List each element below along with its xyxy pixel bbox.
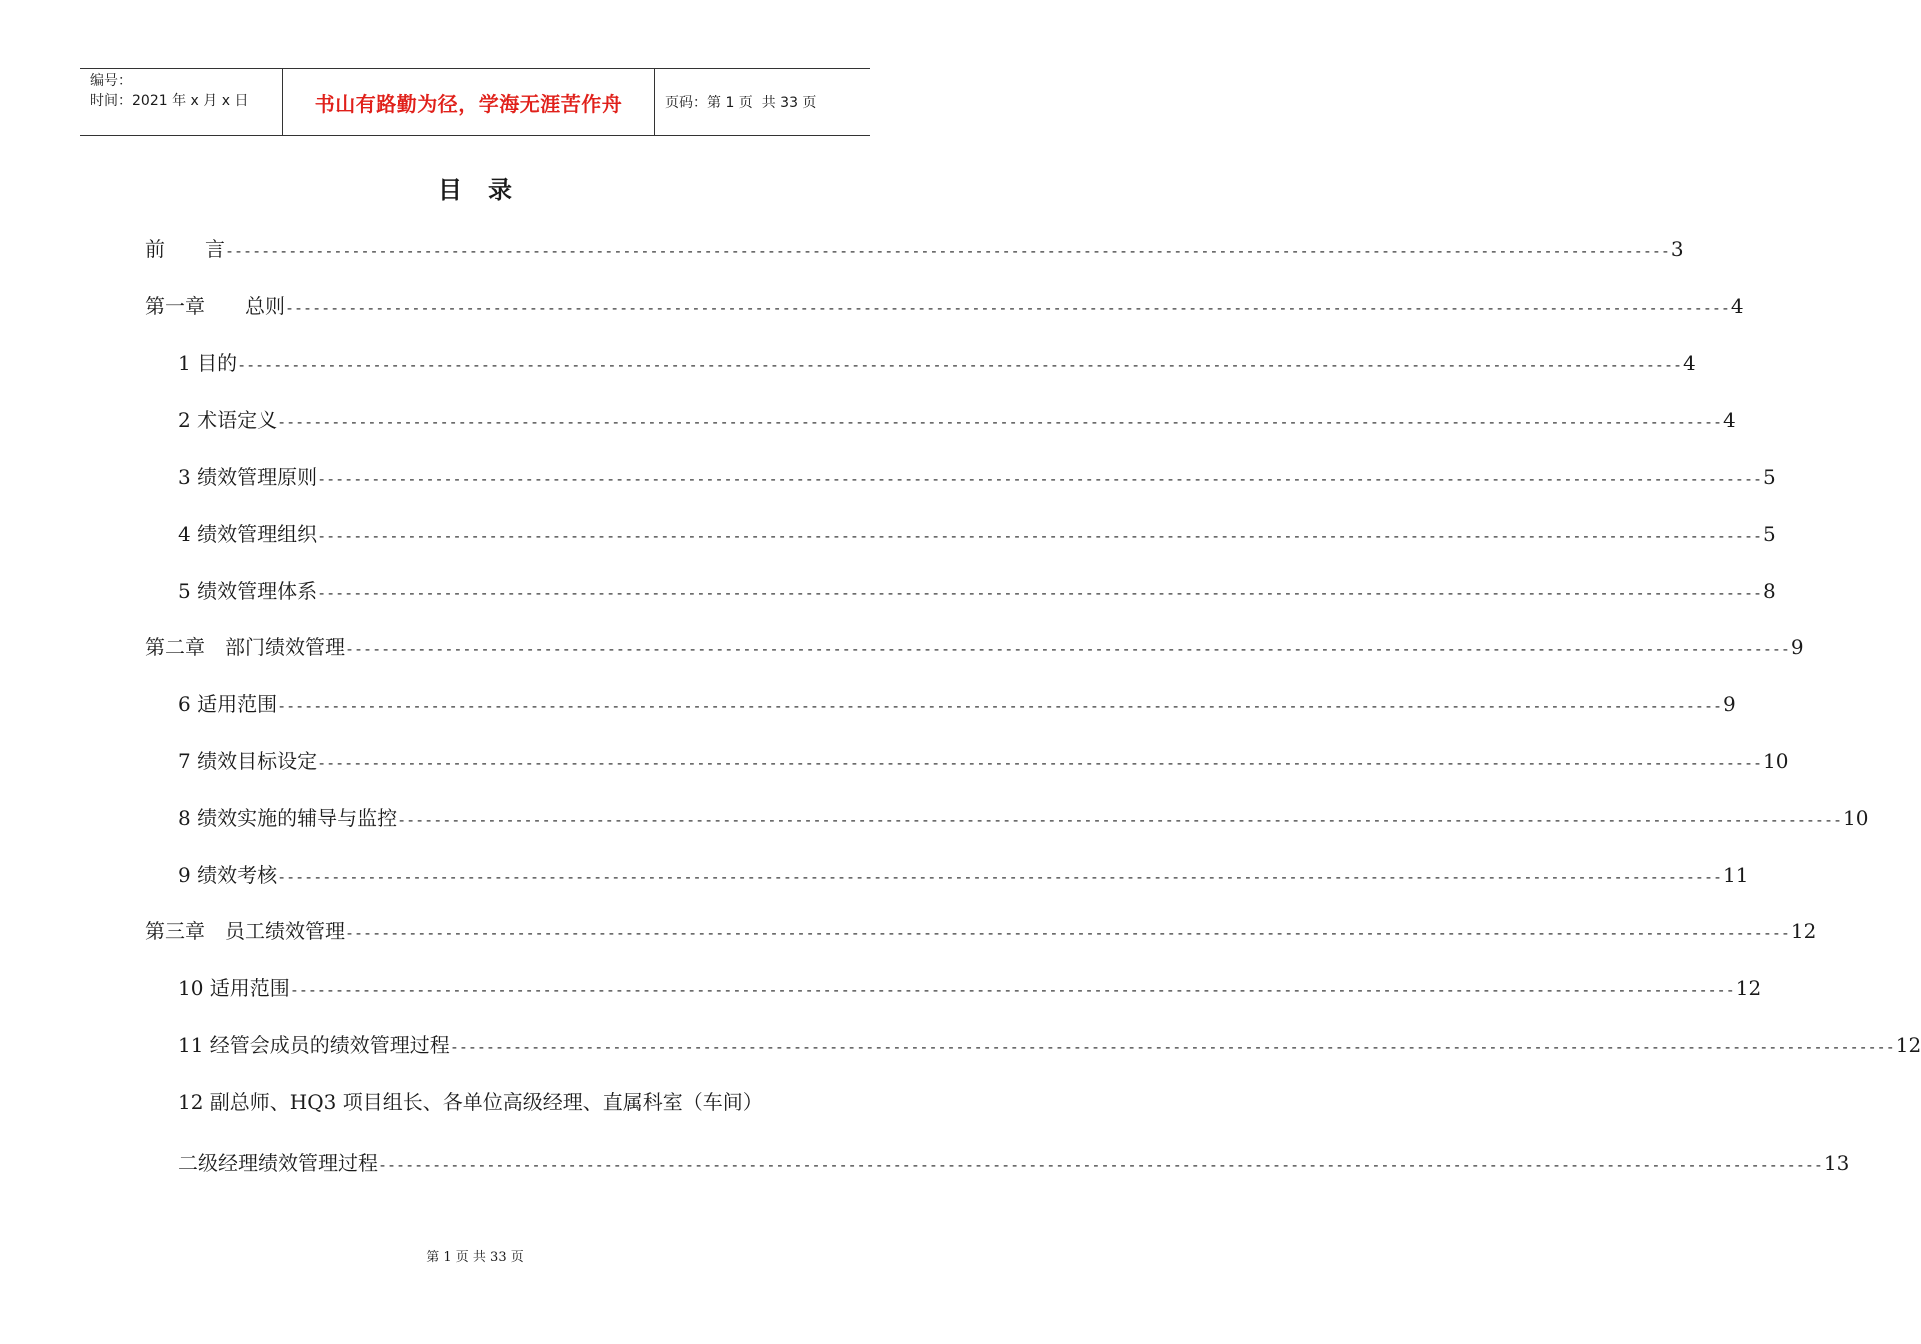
toc-entry[interactable] bbox=[178, 689, 1736, 719]
toc-entry-page: 4 bbox=[1723, 408, 1736, 432]
toc-entry-label: 6 适用范围 bbox=[178, 692, 278, 716]
toc-entry-page: 12 bbox=[1790, 919, 1817, 943]
toc-entry-label: 3 绩效管理原则 bbox=[178, 465, 318, 489]
toc-entry[interactable] bbox=[178, 462, 1776, 492]
toc-entry[interactable] bbox=[178, 1148, 1850, 1178]
toc-entry[interactable] bbox=[178, 576, 1776, 606]
toc-dot-leader: ---------------------------------------------------------------------------------------------------------------------------------------------------------------- bbox=[285, 299, 1730, 317]
toc-entry-label: 二级经理绩效管理过程 bbox=[178, 1151, 378, 1175]
toc-entry-label: 2 术语定义 bbox=[178, 408, 278, 432]
toc-entry[interactable] bbox=[178, 405, 1736, 435]
toc-entry[interactable] bbox=[178, 860, 1749, 890]
toc-dot-leader: ---------------------------------------------------------------------------------------------------------------------------------------------------------------- bbox=[378, 1156, 1823, 1174]
toc-entry[interactable] bbox=[178, 348, 1696, 378]
toc-entry-label: 7 绩效目标设定 bbox=[178, 749, 318, 773]
toc-entry-page: 10 bbox=[1843, 806, 1869, 830]
toc-entry[interactable] bbox=[178, 746, 1789, 776]
toc-dot-leader: ---------------------------------------------------------------------------------------------------------------------------------------------------------------- bbox=[289, 981, 1735, 999]
toc-entry-label: 第三章 员工绩效管理 bbox=[145, 919, 345, 943]
toc-entry[interactable] bbox=[145, 632, 1804, 662]
page-footer: 第 1 页 共 33 页 bbox=[426, 1250, 524, 1265]
toc-entry[interactable] bbox=[145, 234, 1684, 264]
toc-dot-leader: ---------------------------------------------------------------------------------------------------------------------------------------------------------------- bbox=[345, 640, 1790, 658]
toc-dot-leader: ---------------------------------------------------------------------------------------------------------------------------------------------------------------- bbox=[277, 868, 1723, 886]
toc-dot-leader: ---------------------------------------------------------------------------------------------------------------------------------------------------------------- bbox=[277, 413, 1723, 431]
toc-dot-leader: ---------------------------------------------------------------------------------------------------------------------------------------------------------------- bbox=[345, 924, 1790, 942]
toc-entry[interactable] bbox=[145, 916, 1817, 946]
toc-dot-leader: ---------------------------------------------------------------------------------------------------------------------------------------------------------------- bbox=[317, 527, 1763, 545]
toc-dot-leader: ---------------------------------------------------------------------------------------------------------------------------------------------------------------- bbox=[449, 1038, 1895, 1056]
toc-entry-page: 9 bbox=[1790, 635, 1804, 659]
toc-entry-page: 3 bbox=[1670, 237, 1684, 261]
toc-dot-leader: ---------------------------------------------------------------------------------------------------------------------------------------------------------------- bbox=[317, 584, 1763, 602]
page-title: 目录 bbox=[438, 175, 538, 204]
toc-entry-page: 5 bbox=[1763, 522, 1776, 546]
toc-entry-label: 第一章 总则 bbox=[145, 294, 285, 318]
toc-entry-page: 10 bbox=[1763, 749, 1789, 773]
toc-entry-label: 前 言 bbox=[145, 237, 225, 261]
toc-entry-label: 1 目的 bbox=[178, 351, 238, 375]
toc-entry-page: 12 bbox=[1895, 1033, 1921, 1057]
toc-dot-leader: ---------------------------------------------------------------------------------------------------------------------------------------------------------------- bbox=[277, 697, 1723, 715]
toc-entry-label: 4 绩效管理组织 bbox=[178, 522, 318, 546]
toc-entry-page: 4 bbox=[1730, 294, 1744, 318]
toc-entry-label: 5 绩效管理体系 bbox=[178, 579, 318, 603]
toc-dot-leader: ---------------------------------------------------------------------------------------------------------------------------------------------------------------- bbox=[397, 811, 1843, 829]
toc-entry[interactable] bbox=[178, 803, 1869, 833]
document-number-label: 编号： bbox=[90, 73, 132, 89]
toc-entry-page: 4 bbox=[1683, 351, 1696, 375]
toc-dot-leader: ---------------------------------------------------------------------------------------------------------------------------------------------------------------- bbox=[317, 470, 1763, 488]
toc-dot-leader: ---------------------------------------------------------------------------------------------------------------------------------------------------------------- bbox=[317, 754, 1763, 772]
toc-entry[interactable] bbox=[145, 291, 1744, 321]
header-motto: 书山有路勤为径，学海无涯苦作舟 bbox=[282, 69, 655, 135]
page-header bbox=[80, 68, 870, 136]
toc-entry-label: 11 经管会成员的绩效管理过程 bbox=[178, 1033, 450, 1057]
document-date-label: 时间：2021 年 x 月 x 日 bbox=[90, 93, 249, 109]
toc-dot-leader: ---------------------------------------------------------------------------------------------------------------------------------------------------------------- bbox=[237, 356, 1683, 374]
toc-entry-label: 10 适用范围 bbox=[178, 976, 290, 1000]
toc-entry-page: 9 bbox=[1723, 692, 1736, 716]
toc-entry-label: 12 副总师、HQ3 项目组长、各单位高级经理、直属科室（车间） bbox=[178, 1090, 763, 1114]
toc-entry-page: 8 bbox=[1763, 579, 1776, 603]
toc-entry[interactable] bbox=[178, 973, 1762, 1003]
toc-entry-label: 第二章 部门绩效管理 bbox=[145, 635, 345, 659]
toc-entry[interactable] bbox=[178, 519, 1776, 549]
toc-entry-page: 12 bbox=[1735, 976, 1762, 1000]
toc-entry-label: 9 绩效考核 bbox=[178, 863, 278, 887]
header-page-info: 页码：第 1 页 共 33 页 bbox=[665, 95, 817, 111]
toc-entry[interactable] bbox=[178, 1030, 1921, 1060]
toc-entry-page: 13 bbox=[1823, 1151, 1850, 1175]
toc-entry-page: 11 bbox=[1723, 863, 1749, 887]
toc-entry-page: 5 bbox=[1763, 465, 1776, 489]
toc-entry-label: 8 绩效实施的辅导与监控 bbox=[178, 806, 398, 830]
toc-entry[interactable] bbox=[178, 1087, 806, 1117]
header-meta bbox=[80, 69, 282, 135]
toc-dot-leader: ---------------------------------------------------------------------------------------------------------------------------------------------------------------- bbox=[225, 242, 1670, 260]
